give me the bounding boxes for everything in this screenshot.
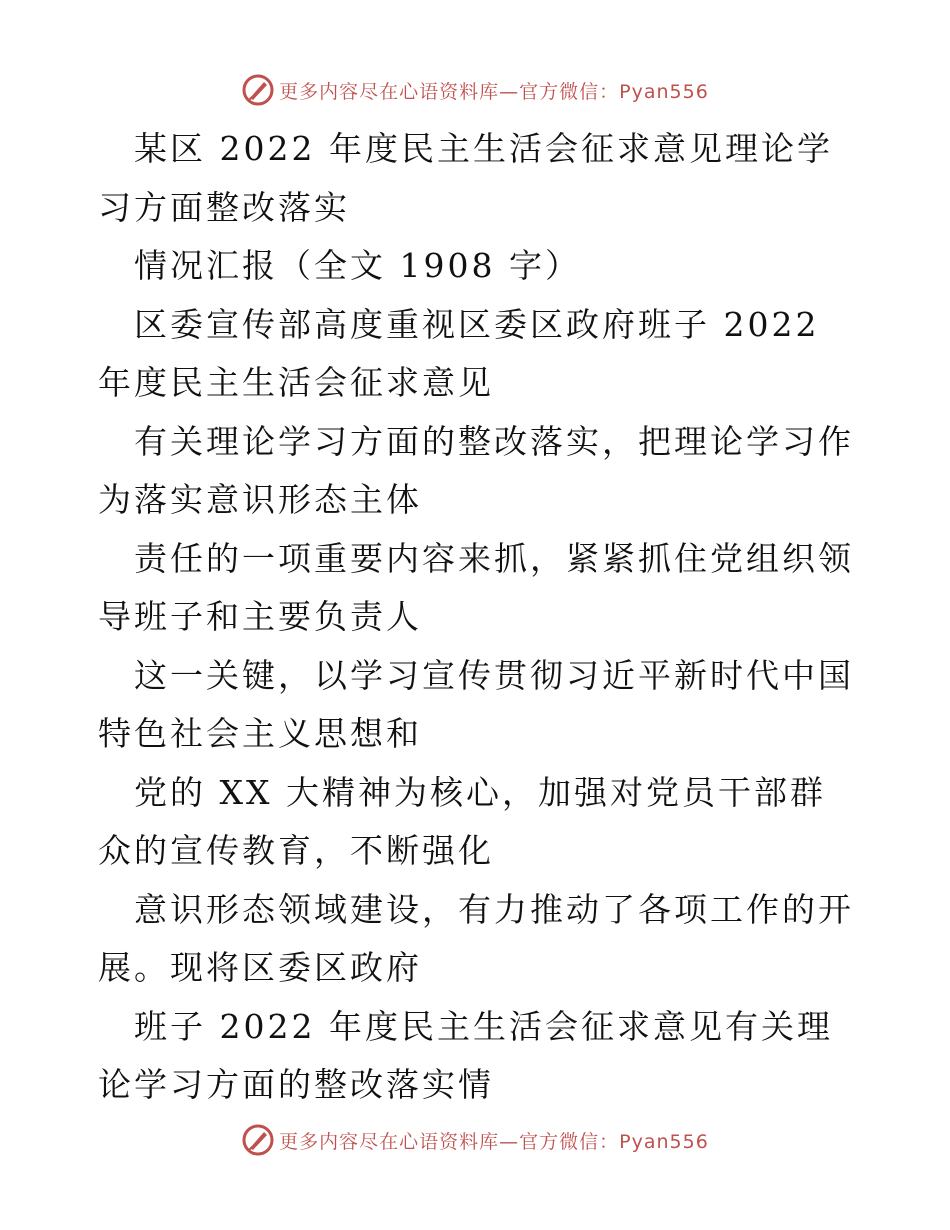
quill-seal-icon bbox=[241, 73, 275, 107]
header-watermark-banner bbox=[0, 68, 950, 112]
paragraph-4: 有关理论学习方面的整改落实，把理论学习作为落实意识形态主体 bbox=[98, 421, 854, 519]
paragraph-8: 意识形态领域建设，有力推动了各项工作的开展。现将区委区政府 bbox=[98, 889, 854, 987]
paragraph-2: 情况汇报（全文 1908 字） bbox=[134, 246, 581, 285]
paragraph-1: 某区 2022 年度民主生活会征求意见理论学习方面整改落实 bbox=[98, 129, 833, 227]
paragraph-5: 责任的一项重要内容来抓，紧紧抓住党组织领导班子和主要负责人 bbox=[98, 538, 854, 636]
paragraph-7: 党的 XX 大精神为核心，加强对党员干部群众的宣传教育，不断强化 bbox=[98, 772, 826, 870]
document-body bbox=[98, 120, 858, 1115]
quill-seal-icon bbox=[241, 1123, 275, 1157]
footer-watermark-banner bbox=[0, 1118, 950, 1162]
paragraph-6: 这一关键，以学习宣传贯彻习近平新时代中国特色社会主义思想和 bbox=[98, 655, 854, 753]
footer-banner-text: 更多内容尽在心语资料库—官方微信：Pyan556 bbox=[279, 1130, 709, 1153]
paragraph-3: 区委宣传部高度重视区委区政府班子 2022 年度民主生活会征求意见 bbox=[98, 304, 820, 402]
header-banner-text: 更多内容尽在心语资料库—官方微信：Pyan556 bbox=[279, 80, 709, 103]
paragraph-9: 班子 2022 年度民主生活会征求意见有关理论学习方面的整改落实情 bbox=[98, 1006, 833, 1104]
